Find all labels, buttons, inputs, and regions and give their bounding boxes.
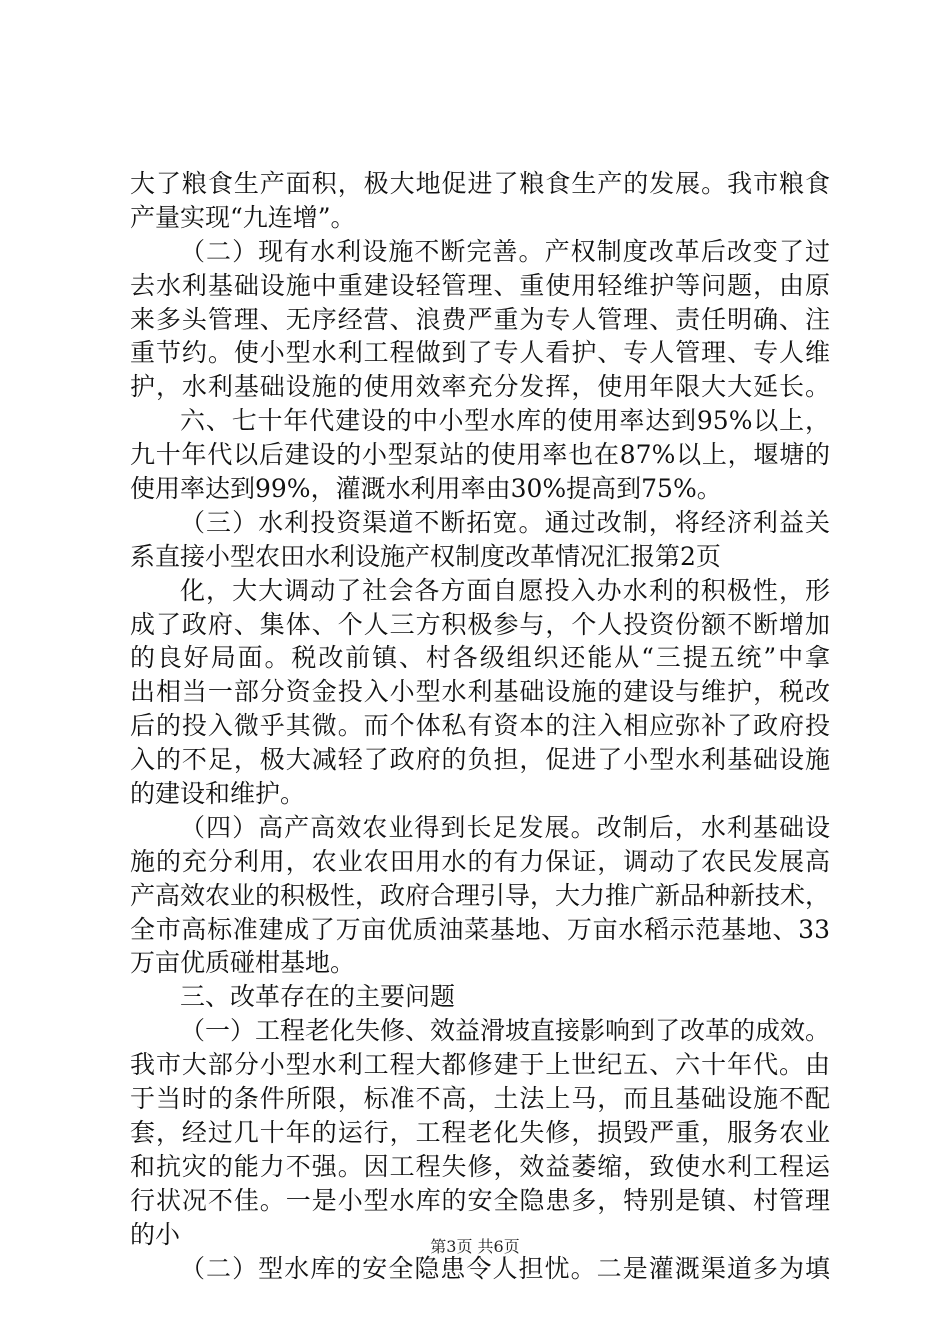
body-line: 入的不足，极大减轻了政府的负担，促进了小型水利基础设施 <box>130 745 830 775</box>
body-line: 套，经过几十年的运行，工程老化失修，损毁严重，服务农业 <box>130 1117 830 1147</box>
body-line: 使用率达到99%，灌溉水利用率由30%提高到75%。 <box>130 474 722 504</box>
body-line: 化，大大调动了社会各方面自愿投入办水利的积极性，形 <box>180 575 830 605</box>
body-line: 大了粮食生产面积，极大地促进了粮食生产的发展。我市粮食 <box>130 169 830 198</box>
body-line: 产高效农业的积极性，政府合理引导，大力推广新品种新技术， <box>130 880 831 910</box>
body-line: 的建设和维护。 <box>130 779 306 809</box>
body-line: 于当时的条件所限，标准不高，土法上马，而且基础设施不配 <box>130 1084 830 1114</box>
body-line: 六、七十年代建设的中小型水库的使用率达到95%以上， <box>180 406 830 436</box>
body-line: 的良好局面。税改前镇、村各级组织还能从“三提五统”中拿 <box>130 643 830 673</box>
body-line: 护，水利基础设施的使用效率充分发挥，使用年限大大延长。 <box>130 372 830 402</box>
body-line: （二）现有水利设施不断完善。产权制度改革后改变了过 <box>180 236 830 266</box>
body-line: 出相当一部分资金投入小型水利基础设施的建设与维护，税改 <box>130 677 830 707</box>
body-line: （四）高产高效农业得到长足发展。改制后，水利基础设 <box>180 812 830 842</box>
page-number-footer: 第3页 共6页 <box>430 1237 520 1256</box>
body-line: 万亩优质碰柑基地。 <box>130 948 356 978</box>
body-line: 后的投入微乎其微。而个体私有资本的注入相应弥补了政府投 <box>130 711 830 741</box>
body-line: 去水利基础设施中重建设轻管理、重使用轻维护等问题，由原 <box>130 270 830 300</box>
body-line: （二）型水库的安全隐患令人担忧。二是灌溉渠道多为填 <box>180 1253 830 1283</box>
body-line: 系直接小型农田水利设施产权制度改革情况汇报第2页 <box>130 541 721 571</box>
body-line: 施的充分利用，农业农田用水的有力保证，调动了农民发展高 <box>130 846 830 876</box>
body-line: 的小 <box>130 1219 181 1249</box>
body-line: （三）水利投资渠道不断拓宽。通过改制，将经济利益关 <box>180 507 830 537</box>
body-line: 行状况不佳。一是小型水库的安全隐患多，特别是镇、村管理 <box>130 1185 830 1215</box>
body-line: 成了政府、集体、个人三方积极参与，个人投资份额不断增加 <box>130 609 830 639</box>
body-line: （一）工程老化失修、效益滑坡直接影响到了改革的成效。 <box>180 1016 831 1046</box>
body-line: 来多头管理、无序经营、浪费严重为专人管理、责任明确、注 <box>130 304 830 334</box>
body-line: 九十年代以后建设的小型泵站的使用率也在87%以上，堰塘的 <box>130 440 830 470</box>
section-heading: 三、改革存在的主要问题 <box>180 982 456 1012</box>
body-line: 产量实现“九连增”。 <box>130 202 356 232</box>
body-line: 我市大部分小型水利工程大都修建于上世纪五、六十年代。由 <box>130 1050 830 1080</box>
body-line: 全市高标准建成了万亩优质油菜基地、万亩水稻示范基地、33 <box>130 914 830 944</box>
body-line: 重节约。使小型水利工程做到了专人看护、专人管理、专人维 <box>130 338 830 368</box>
body-line: 和抗灾的能力不强。因工程失修，效益萎缩，致使水利工程运 <box>130 1151 830 1181</box>
document-body <box>130 167 830 1285</box>
